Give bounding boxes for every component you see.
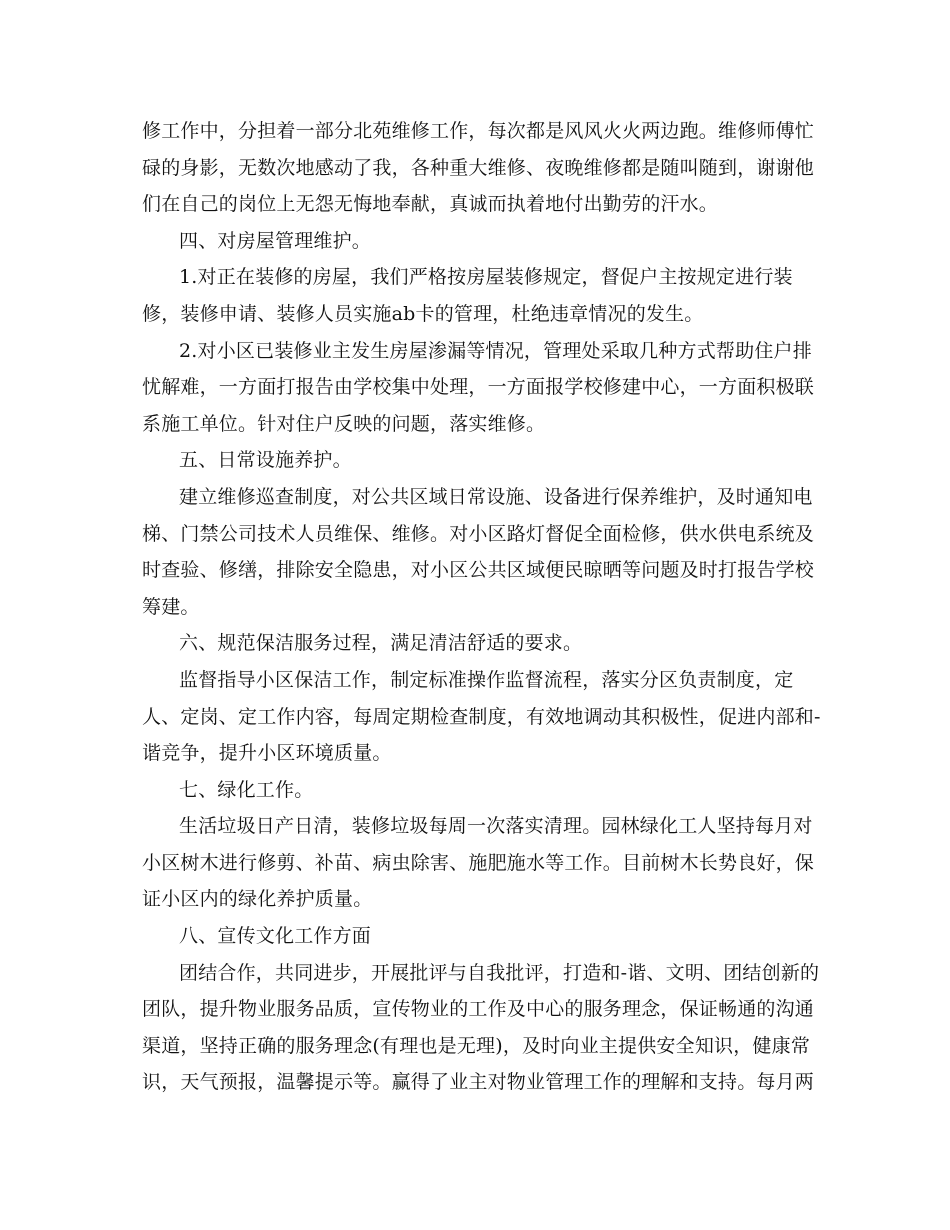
document-body: [142, 113, 821, 1101]
text-line: 七、绿化工作。: [179, 778, 314, 801]
text-line: 时查验、修缮，排除安全隐患，对小区公共区域便民晾晒等问题及时打报告学校: [142, 559, 815, 582]
text-line: 四、对房屋管理维护。: [179, 229, 372, 252]
text-line: 谐竞争，提升小区环境质量。: [142, 742, 392, 765]
text-line: 小区树木进行修剪、补苗、病虫除害、施肥施水等工作。目前树木长势良好，保: [142, 851, 815, 874]
text-line: 碌的身影，无数次地感动了我，各种重大维修、夜晚维修都是随叫随到，谢谢他: [142, 156, 815, 179]
text-line: 六、规范保洁服务过程，满足清洁舒适的要求。: [179, 632, 583, 655]
text-line: 1.对正在装修的房屋，我们严格按房屋装修规定，督促户主按规定进行装: [179, 266, 793, 289]
text-line: 团结合作，共同进步，开展批评与自我批评，打造和-谐、文明、团结创新的: [179, 961, 820, 984]
text-line: 团队，提升物业服务品质，宣传物业的工作及中心的服务理念，保证畅通的沟通: [142, 998, 815, 1021]
text-line: 监督指导小区保洁工作，制定标准操作监督流程，落实分区负责制度，定: [179, 668, 794, 691]
text-line: 渠道，坚持正确的服务理念(有理也是无理)，及时向业主提供安全知识，健康常: [142, 1034, 811, 1057]
text-line: 们在自己的岗位上无怨无悔地奉献，真诚而执着地付出勤劳的汗水。: [142, 193, 719, 216]
text-line: 筹建。: [142, 595, 200, 618]
text-line: 忧解难，一方面打报告由学校集中处理，一方面报学校修建中心，一方面积极联: [142, 376, 815, 399]
text-line: 生活垃圾日产日清，装修垃圾每周一次落实清理。园林绿化工人坚持每月对: [179, 815, 813, 838]
text-line: 证小区内的绿化养护质量。: [142, 888, 373, 911]
text-line: 五、日常设施养护。: [179, 449, 352, 472]
text-line: 人、定岗、定工作内容，每周定期检查制度，有效地调动其积极性，促进内部和-: [142, 705, 821, 728]
text-line: 系施工单位。针对住户反映的问题，落实维修。: [142, 412, 546, 435]
text-line: 修工作中，分担着一部分北苑维修工作，每次都是风风火火两边跑。维修师傅忙: [142, 120, 815, 142]
text-line: 2.对小区已装修业主发生房屋渗漏等情况，管理处采取几种方式帮助住户排: [179, 339, 812, 362]
text-line: 建立维修巡查制度，对公共区域日常设施、设备进行保养维护，及时通知电: [179, 485, 813, 508]
text-line: 识，天气预报，温馨提示等。赢得了业主对物业管理工作的理解和支持。每月两: [142, 1071, 815, 1094]
text-line: 梯、门禁公司技术人员维保、维修。对小区路灯督促全面检修，供水供电系统及: [142, 522, 815, 545]
text-line: 八、宣传文化工作方面: [179, 925, 372, 948]
text-line: 修，装修申请、装修人员实施ab卡的管理，杜绝违章情况的发生。: [142, 302, 704, 325]
